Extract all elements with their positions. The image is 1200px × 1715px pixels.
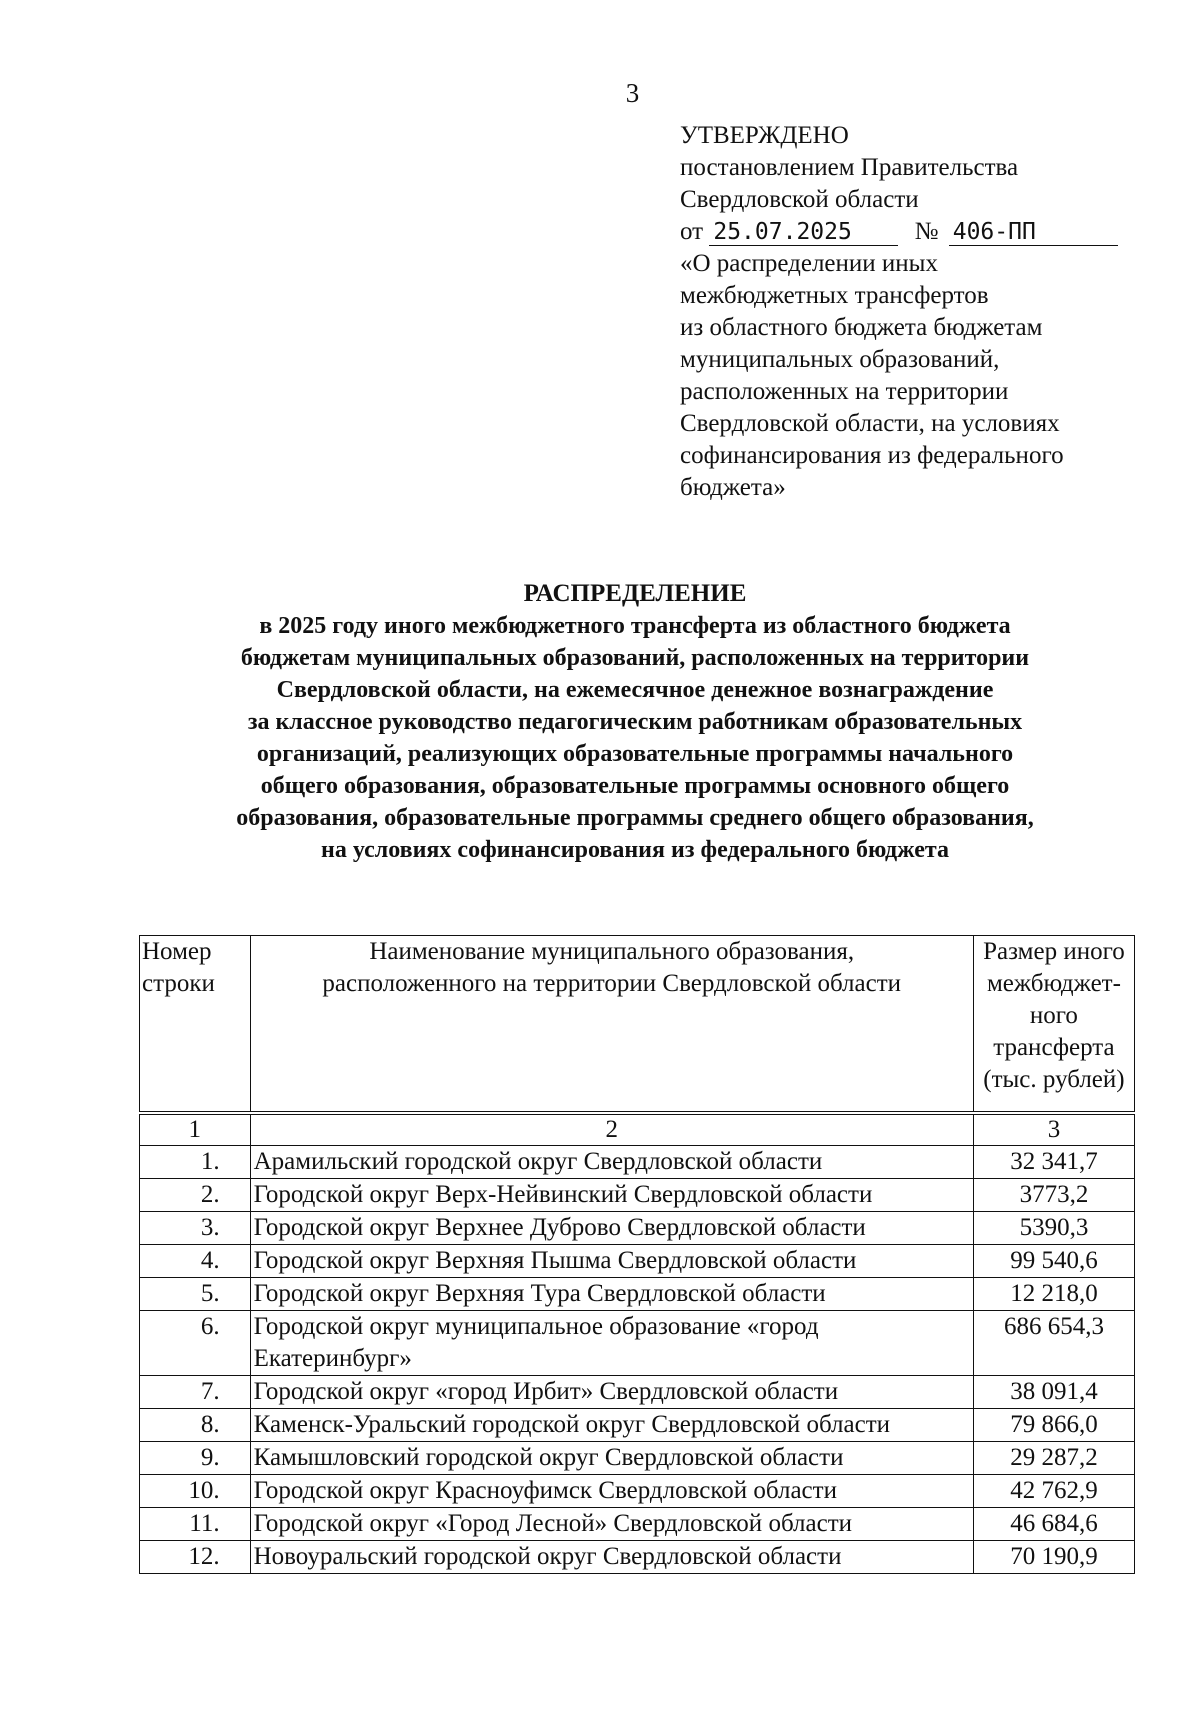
resolution-line-1: «О распределении иных — [680, 250, 938, 277]
subtitle-line-1: в 2025 году иного межбюджетного трансферта из областного бюджета — [259, 613, 1011, 639]
resolution-line-7: софинансирования из федерального — [680, 442, 1064, 469]
row-name: Городской округ Верхняя Пышма Свердловской области — [250, 1245, 973, 1278]
header-name-line: Наименование муниципального образования, — [369, 938, 855, 965]
row-name: Городской округ Красноуфимск Свердловской области — [250, 1475, 973, 1508]
table-header-row — [140, 936, 1135, 1114]
resolution-date: 25.07.2025 — [709, 219, 898, 246]
header-number-line: строки — [142, 970, 215, 997]
resolution-line-8: бюджета» — [680, 474, 786, 501]
row-number: 4. — [140, 1245, 251, 1278]
document-title-block — [130, 578, 1140, 866]
row-amount: 46 684,6 — [973, 1508, 1134, 1541]
table-row — [140, 1245, 1135, 1278]
approval-line-1: постановлением Правительства — [680, 154, 1019, 181]
row-name: Городской округ Верхнее Дуброво Свердловской области — [250, 1212, 973, 1245]
header-amount-line: (тыс. рублей) — [983, 1066, 1125, 1093]
header-amount-line: трансферта — [993, 1034, 1115, 1061]
row-number: 8. — [140, 1409, 251, 1442]
page-number: 3 — [625, 78, 640, 108]
column-index: 2 — [250, 1113, 973, 1146]
row-number: 2. — [140, 1179, 251, 1212]
row-name: Каменск-Уральский городской округ Свердловской области — [250, 1409, 973, 1442]
row-number: 10. — [140, 1475, 251, 1508]
row-amount: 29 287,2 — [973, 1442, 1134, 1475]
column-index: 3 — [973, 1113, 1134, 1146]
resolution-line-3: из областного бюджета бюджетам — [680, 314, 1043, 341]
row-name: Городской округ Верх-Нейвинский Свердловской области — [250, 1179, 973, 1212]
row-amount: 79 866,0 — [973, 1409, 1134, 1442]
row-number: 3. — [140, 1212, 251, 1245]
row-amount: 12 218,0 — [973, 1278, 1134, 1311]
resolution-line-6: Свердловской области, на условиях — [680, 410, 1060, 437]
table-row — [140, 1541, 1135, 1574]
header-amount-line: межбюджет- — [986, 970, 1121, 997]
subtitle-line-7: образования, образовательные программы среднего общего образования, — [236, 805, 1034, 831]
row-name: Городской округ муниципальное образование «город Екатеринбург» — [250, 1311, 973, 1376]
row-amount: 42 762,9 — [973, 1475, 1134, 1508]
approval-stamp-block — [680, 120, 1160, 504]
row-amount: 70 190,9 — [973, 1541, 1134, 1574]
row-number: 12. — [140, 1541, 251, 1574]
resolution-line-4: муниципальных образований, — [680, 346, 1000, 373]
number-sign: № — [914, 218, 939, 245]
header-amount — [973, 936, 1134, 1114]
header-amount-line: Размер иного — [983, 938, 1125, 965]
row-name: Камышловский городской округ Свердловской области — [250, 1442, 973, 1475]
header-amount-line: ного — [1029, 1002, 1078, 1029]
table-row — [140, 1212, 1135, 1245]
row-number: 9. — [140, 1442, 251, 1475]
table-row — [140, 1376, 1135, 1409]
approval-line-2: Свердловской области — [680, 186, 919, 213]
row-amount: 3773,2 — [973, 1179, 1134, 1212]
row-number: 11. — [140, 1508, 251, 1541]
row-name: Городской округ «Город Лесной» Свердловской области — [250, 1508, 973, 1541]
table-row — [140, 1409, 1135, 1442]
resolution-line-2: межбюджетных трансфертов — [680, 282, 989, 309]
table-row — [140, 1311, 1135, 1376]
subtitle-line-3: Свердловской области, на ежемесячное денежное вознаграждение — [276, 677, 994, 703]
header-name-line: расположенного на территории Свердловской области — [322, 970, 902, 997]
row-name: Городской округ Верхняя Тура Свердловской области — [250, 1278, 973, 1311]
date-prefix: от — [680, 218, 704, 245]
resolution-line-5: расположенных на территории — [680, 378, 1009, 405]
row-name: Городской округ «город Ирбит» Свердловской области — [250, 1376, 973, 1409]
row-number: 6. — [140, 1311, 251, 1376]
header-number — [140, 936, 251, 1114]
subtitle-line-8: на условиях софинансирования из федерального бюджета — [321, 837, 949, 863]
row-number: 5. — [140, 1278, 251, 1311]
table-row — [140, 1442, 1135, 1475]
header-number-line: Номер — [142, 938, 212, 965]
table-row — [140, 1278, 1135, 1311]
row-name: Новоуральский городской округ Свердловской области — [250, 1541, 973, 1574]
resolution-number: 406-ПП — [949, 219, 1118, 246]
table-row — [140, 1146, 1135, 1179]
approval-date-line — [680, 216, 1160, 248]
table-row — [140, 1475, 1135, 1508]
subtitle-line-6: общего образования, образовательные программы основного общего — [260, 773, 1010, 799]
row-name: Арамильский городской округ Свердловской области — [250, 1146, 973, 1179]
document-title: РАСПРЕДЕЛЕНИЕ — [523, 580, 747, 607]
column-index-row — [140, 1113, 1135, 1146]
approval-heading: УТВЕРЖДЕНО — [680, 122, 849, 149]
column-index: 1 — [140, 1113, 251, 1146]
row-number: 1. — [140, 1146, 251, 1179]
table-row — [140, 1179, 1135, 1212]
row-amount: 99 540,6 — [973, 1245, 1134, 1278]
row-amount: 32 341,7 — [973, 1146, 1134, 1179]
table-row — [140, 1508, 1135, 1541]
row-amount: 5390,3 — [973, 1212, 1134, 1245]
row-amount: 38 091,4 — [973, 1376, 1134, 1409]
row-number: 7. — [140, 1376, 251, 1409]
subtitle-line-4: за классное руководство педагогическим работникам образовательных — [247, 709, 1023, 735]
distribution-table — [139, 935, 1135, 1574]
row-amount: 686 654,3 — [973, 1311, 1134, 1376]
subtitle-line-5: организаций, реализующих образовательные программы начального — [256, 741, 1014, 767]
subtitle-line-2: бюджетам муниципальных образований, расположенных на территории — [240, 645, 1030, 671]
header-name — [250, 936, 973, 1114]
